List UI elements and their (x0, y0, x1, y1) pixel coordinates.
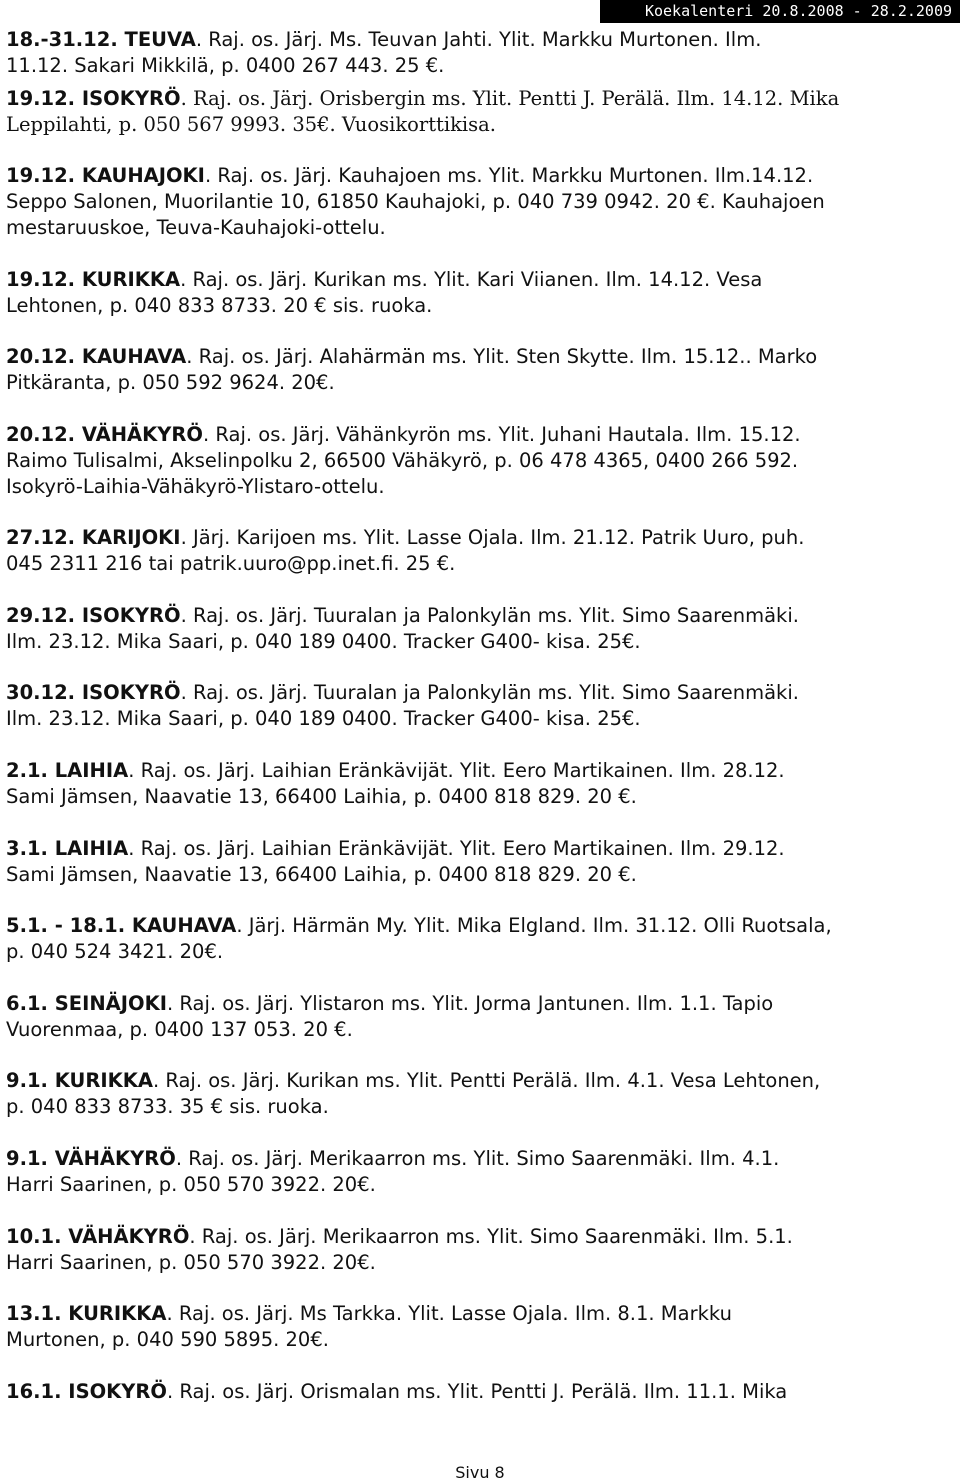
entry-text: Ilm. 23.12. Mika Saari, p. 040 189 0400. Tracker G400- kisa. 25€. (6, 630, 641, 653)
entry-date-location: 20.12. KAUHAVA (6, 345, 187, 368)
entry-line (6, 706, 956, 732)
entry-line (6, 758, 956, 784)
entry-text: Murtonen, p. 040 590 5895. 20€. (6, 1328, 329, 1351)
entry-line (6, 27, 956, 53)
entry-date-location: 5.1. - 18.1. KAUHAVA (6, 914, 237, 937)
entry-text: . Raj. os. Järj. Kurikan ms. Ylit. Pentti Perälä. Ilm. 4.1. Vesa Lehtonen, (152, 1069, 821, 1092)
entry-line (6, 991, 956, 1017)
calendar-entry (6, 758, 956, 810)
entry-text: . Raj. os. Järj. Vähänkyrön ms. Ylit. Juhani Hautala. Ilm. 15.12. (202, 423, 801, 446)
entry-date-location: 10.1. VÄHÄKYRÖ (6, 1225, 190, 1248)
entry-line (6, 784, 956, 810)
entry-line (6, 474, 956, 500)
calendar-entry (6, 991, 956, 1043)
entry-date-location: 6.1. SEINÄJOKI (6, 992, 167, 1015)
entry-text: . Raj. os. Järj. Alahärmän ms. Ylit. Sten Skytte. Ilm. 15.12.. Marko (186, 345, 818, 368)
entry-line (6, 525, 956, 551)
entry-line (6, 1250, 956, 1276)
entry-text: . Raj. os. Järj. Orismalan ms. Ylit. Pentti J. Perälä. Ilm. 11.1. Mika (167, 1380, 788, 1403)
entry-line (6, 1146, 956, 1172)
entry-line (6, 215, 956, 241)
entry-text: . Raj. os. Järj. Kauhajoen ms. Ylit. Markku Murtonen. Ilm.14.12. (204, 164, 814, 187)
entry-text: Vuorenmaa, p. 0400 137 053. 20 €. (6, 1018, 353, 1041)
entry-line (6, 112, 956, 138)
page-number (0, 1464, 960, 1482)
page-header (600, 0, 960, 23)
calendar-entry (6, 344, 956, 396)
entry-line (6, 86, 956, 112)
calendar-entry (6, 1379, 956, 1405)
calendar-entry (6, 422, 956, 500)
entry-date-location: 3.1. LAIHIA (6, 837, 129, 860)
calendar-entry (6, 680, 956, 732)
entry-line (6, 836, 956, 862)
entry-text: Lehtonen, p. 040 833 8733. 20 € sis. ruoka. (6, 294, 433, 317)
entry-line (6, 1327, 956, 1353)
entry-text: Sami Jämsen, Naavatie 13, 66400 Laihia, p. 0400 818 829. 20 €. (6, 863, 637, 886)
entry-text: . Raj. os. Järj. Merikaarron ms. Ylit. Simo Saarenmäki. Ilm. 4.1. (175, 1147, 780, 1170)
entry-line (6, 344, 956, 370)
entry-line (6, 293, 956, 319)
calendar-entry (6, 1224, 956, 1276)
entry-line (6, 1172, 956, 1198)
entry-line (6, 629, 956, 655)
calendar-entry (6, 28, 956, 77)
calendar-entry (6, 267, 956, 319)
entry-date-location: 29.12. ISOKYRÖ (6, 604, 181, 627)
entry-text: . Raj. os. Järj. Tuuralan ja Palonkylän ms. Ylit. Simo Saarenmäki. (180, 604, 799, 627)
entry-line (6, 370, 956, 396)
entry-text: Harri Saarinen, p. 050 570 3922. 20€. (6, 1251, 376, 1274)
entry-text: . Raj. os. Järj. Orisbergin ms. Ylit. Pentti J. Perälä. Ilm. 14.12. Mika (180, 87, 840, 110)
entry-text: . Raj. os. Järj. Tuuralan ja Palonkylän ms. Ylit. Simo Saarenmäki. (180, 681, 799, 704)
entry-text: Leppilahti, p. 050 567 9993. 35€. Vuosikorttikisa. (6, 113, 496, 136)
calendar-entry (6, 836, 956, 888)
entry-date-location: 19.12. ISOKYRÖ (6, 87, 181, 110)
entry-text: 045 2311 216 tai patrik.uuro@pp.inet.fi. 25 €. (6, 552, 456, 575)
entry-line (6, 189, 956, 215)
entry-date-location: 2.1. LAIHIA (6, 759, 129, 782)
entry-line (6, 1301, 956, 1327)
calendar-entry (6, 86, 956, 138)
entry-line (6, 913, 956, 939)
entry-date-location: 16.1. ISOKYRÖ (6, 1380, 168, 1403)
entry-line (6, 603, 956, 629)
entry-line (6, 1017, 956, 1043)
entry-text: . Raj. os. Järj. Laihian Eränkävijät. Ylit. Eero Martikainen. Ilm. 29.12. (128, 837, 785, 860)
entry-line (6, 448, 956, 474)
entry-text: . Raj. os. Järj. Ylistaron ms. Ylit. Jorma Jantunen. Ilm. 1.1. Tapio (166, 992, 774, 1015)
entry-line (6, 1068, 956, 1094)
entry-date-location: 13.1. KURIKKA (6, 1302, 167, 1325)
calendar-entry (6, 525, 956, 577)
entry-text: Sami Jämsen, Naavatie 13, 66400 Laihia, p. 0400 818 829. 20 €. (6, 785, 637, 808)
entry-text: 11.12. Sakari Mikkilä, p. 0400 267 443. 25 €. (6, 54, 445, 77)
entry-line (6, 1379, 956, 1405)
page-number-label: Sivu 8 (455, 1463, 505, 1482)
entry-text: . Raj. os. Järj. Merikaarron ms. Ylit. Simo Saarenmäki. Ilm. 5.1. (189, 1225, 793, 1248)
calendar-entry (6, 1301, 956, 1353)
entry-line (6, 53, 956, 79)
entry-text: Seppo Salonen, Muorilantie 10, 61850 Kauhajoki, p. 040 739 0942. 20 €. Kauhajoen (6, 190, 825, 213)
entry-line (6, 1094, 956, 1120)
entry-line (6, 1224, 956, 1250)
calendar-entry (6, 603, 956, 655)
entry-date-location: 27.12. KARIJOKI (6, 526, 181, 549)
entry-text: p. 040 524 3421. 20€. (6, 940, 224, 963)
entry-text: . Raj. os. Järj. Ms. Teuvan Jahti. Ylit. Markku Murtonen. Ilm. (195, 28, 762, 51)
entry-date-location: 20.12. VÄHÄKYRÖ (6, 423, 203, 446)
entry-text: Ilm. 23.12. Mika Saari, p. 040 189 0400. Tracker G400- kisa. 25€. (6, 707, 641, 730)
entry-text: Harri Saarinen, p. 050 570 3922. 20€. (6, 1173, 376, 1196)
entry-text: Isokyrö-Laihia-Vähäkyrö-Ylistaro-ottelu. (6, 475, 385, 498)
entry-date-location: 9.1. KURIKKA (6, 1069, 153, 1092)
entry-line (6, 680, 956, 706)
entry-text: . Raj. os. Järj. Kurikan ms. Ylit. Kari Viianen. Ilm. 14.12. Vesa (180, 268, 763, 291)
entry-text: Raimo Tulisalmi, Akselinpolku 2, 66500 Vähäkyrö, p. 06 478 4365, 0400 266 592. (6, 449, 799, 472)
header-title: Koekalenteri 20.8.2008 - 28.2.2009 (644, 2, 952, 20)
calendar-entry (6, 163, 956, 241)
entry-line (6, 551, 956, 577)
entry-date-location: 19.12. KAUHAJOKI (6, 164, 205, 187)
entry-text: Pitkäranta, p. 050 592 9624. 20€. (6, 371, 335, 394)
entry-text: . Järj. Karijoen ms. Ylit. Lasse Ojala. Ilm. 21.12. Patrik Uuro, puh. (180, 526, 805, 549)
entry-text: . Raj. os. Järj. Laihian Eränkävijät. Ylit. Eero Martikainen. Ilm. 28.12. (128, 759, 785, 782)
entry-date-location: 18.-31.12. TEUVA (6, 28, 196, 51)
entry-text: . Järj. Härmän My. Ylit. Mika Elgland. Ilm. 31.12. Olli Ruotsala, (236, 914, 832, 937)
entry-line (6, 862, 956, 888)
entry-date-location: 19.12. KURIKKA (6, 268, 181, 291)
calendar-entry (6, 1146, 956, 1198)
calendar-entry (6, 1068, 956, 1120)
entry-text: . Raj. os. Järj. Ms Tarkka. Ylit. Lasse Ojala. Ilm. 8.1. Markku (166, 1302, 732, 1325)
entry-text: p. 040 833 8733. 35 € sis. ruoka. (6, 1095, 329, 1118)
entry-date-location: 30.12. ISOKYRÖ (6, 681, 181, 704)
entry-line (6, 939, 956, 965)
entry-line (6, 267, 956, 293)
calendar-entry (6, 913, 956, 965)
entry-date-location: 9.1. VÄHÄKYRÖ (6, 1147, 176, 1170)
entry-line (6, 163, 956, 189)
entry-text: mestaruuskoe, Teuva-Kauhajoki-ottelu. (6, 216, 386, 239)
entry-line (6, 422, 956, 448)
